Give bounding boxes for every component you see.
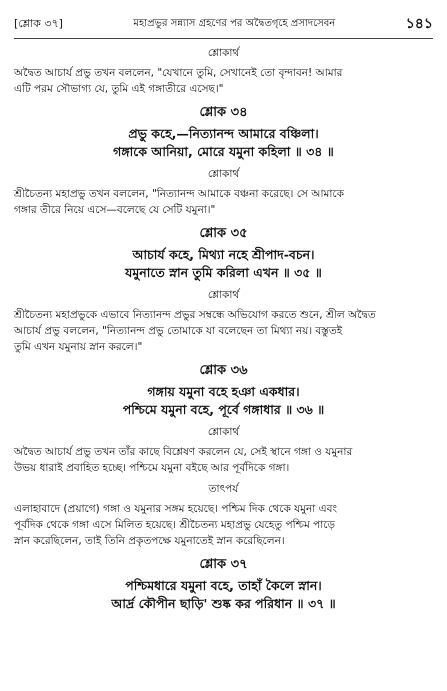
verse-number: শ্লোক ৩৪ bbox=[199, 105, 248, 120]
verse-block bbox=[14, 577, 433, 613]
verse-line: যমুনাতে স্নান তুমি করিলা এখন ॥ ৩৫ ॥ bbox=[125, 265, 322, 280]
verse-line: পশ্চিমে যমুনা বহে, পূর্বে গঙ্গাধার ॥ ৩৬ ॥ bbox=[122, 402, 325, 417]
paragraph-line: উভয় ধারাই প্রবাহিত হচ্ছে। পশ্চিমে যমুনা বইছে আর পূর্বদিকে গঙ্গা। bbox=[14, 462, 290, 474]
header-verse-ref: [শ্লোক ৩৭] bbox=[14, 16, 63, 30]
section-label: শ্লোকার্থ bbox=[207, 168, 240, 180]
verse-line: আর্দ্র কৌপীন ছাড়ি' শুষ্ক কর পরিধান ॥ ৩৭ ॥ bbox=[111, 596, 336, 611]
paragraph bbox=[14, 307, 433, 355]
paragraph-line: শ্রীচৈতন্য মহাপ্রভু তখন বললেন, "নিত্যানন্দ আমাকে বঞ্চনা করেছে। সে আমাকে bbox=[14, 188, 344, 200]
paragraph bbox=[14, 186, 433, 218]
paragraph bbox=[14, 444, 433, 476]
verse-number: শ্লোক ৩৭ bbox=[199, 557, 248, 572]
paragraph-line: অদ্বৈত আচার্য প্রভু তখন তাঁর কাছে বিশ্লেষণ করলেন যে, সেই স্থানে গঙ্গা ও যমুনার bbox=[14, 446, 353, 458]
paragraph-line: স্নান করেছিলেন, তাই তিনি প্রকৃতপক্ষে যমুনাতেই স্নান করেছিলেন। bbox=[14, 535, 285, 547]
verse-line: প্রভু কহে,—নিত্যানন্দ আমারে বঞ্চিলা। bbox=[128, 126, 319, 141]
verse-line: গঙ্গায় যমুনা বহে হঞা একধার। bbox=[147, 384, 300, 399]
verse-block bbox=[14, 125, 433, 161]
verse-number: শ্লোক ৩৬ bbox=[199, 363, 248, 378]
paragraph-line: এটি পরম সৌভাগ্য যে, তুমি এই গঙ্গাতীরে এসেছ।" bbox=[14, 83, 224, 95]
verse-line: পশ্চিমধারে যমুনা বহে, তাহাঁ কৈলে স্নান। bbox=[125, 578, 322, 593]
paragraph-line: পূর্বদিক থেকে গঙ্গা এসে মিলিত হয়েছে। শ্রীচৈতন্য মহাপ্রভু যেহেতু পশ্চিম পাড়ে bbox=[14, 519, 336, 531]
verse-block bbox=[14, 246, 433, 282]
page-header bbox=[14, 10, 433, 39]
section-label: শ্লোকার্থ bbox=[207, 289, 240, 301]
paragraph-line: শ্রীচৈতন্য মহাপ্রভুকে এভাবে নিত্যানন্দ প্রভুর সম্বন্ধে অভিযোগ করতে শুনে, শ্রীল অদ্বৈত bbox=[14, 309, 376, 321]
section-label: শ্লোকার্থ bbox=[207, 426, 240, 438]
paragraph-line: অদ্বৈত আচার্য প্রভু তখন বললেন, "যেখানে তুমি, সেখানেই তো বৃন্দাবন! আমার bbox=[14, 67, 343, 79]
paragraph-line: গঙ্গার তীরে নিয়ে এসে—বলেছে যে সেটি যমুনা।" bbox=[14, 204, 216, 216]
section-label: শ্লোকার্থ bbox=[207, 47, 240, 59]
verse-line: গঙ্গাকে আনিয়া, মোরে যমুনা কহিলা ॥ ৩৪ ॥ bbox=[113, 144, 334, 159]
paragraph bbox=[14, 501, 433, 549]
section-label: তাৎপর্য bbox=[208, 483, 239, 495]
verse-number: শ্লোক ৩৫ bbox=[199, 226, 248, 241]
paragraph bbox=[14, 65, 433, 97]
verse-block bbox=[14, 383, 433, 419]
paragraph-line: আচার্য প্রভু বললেন, "নিত্যানন্দ প্রভু তোমাকে যা বলেছেন তা মিথ্যা নয়। বস্তুতই bbox=[14, 325, 343, 337]
header-chapter-title: মহাপ্রভুর সন্ন্যাস গ্রহণের পর অদ্বৈতগৃহে প্রসাদসেবন bbox=[133, 17, 336, 29]
verse-line: আচার্য কহে, মিথ্যা নহে শ্রীপাদ-বচন। bbox=[132, 247, 315, 262]
header-page-number: ১৪১ bbox=[405, 16, 433, 32]
page-body bbox=[14, 40, 433, 613]
paragraph-line: তুমি এখন যমুনায় স্নান করলে।" bbox=[14, 341, 143, 353]
paragraph-line: এলাহাবাদে (প্রয়াগে) গঙ্গা ও যমুনার সঙ্গম হয়েছে। পশ্চিম দিক থেকে যমুনা এবং bbox=[14, 503, 338, 515]
